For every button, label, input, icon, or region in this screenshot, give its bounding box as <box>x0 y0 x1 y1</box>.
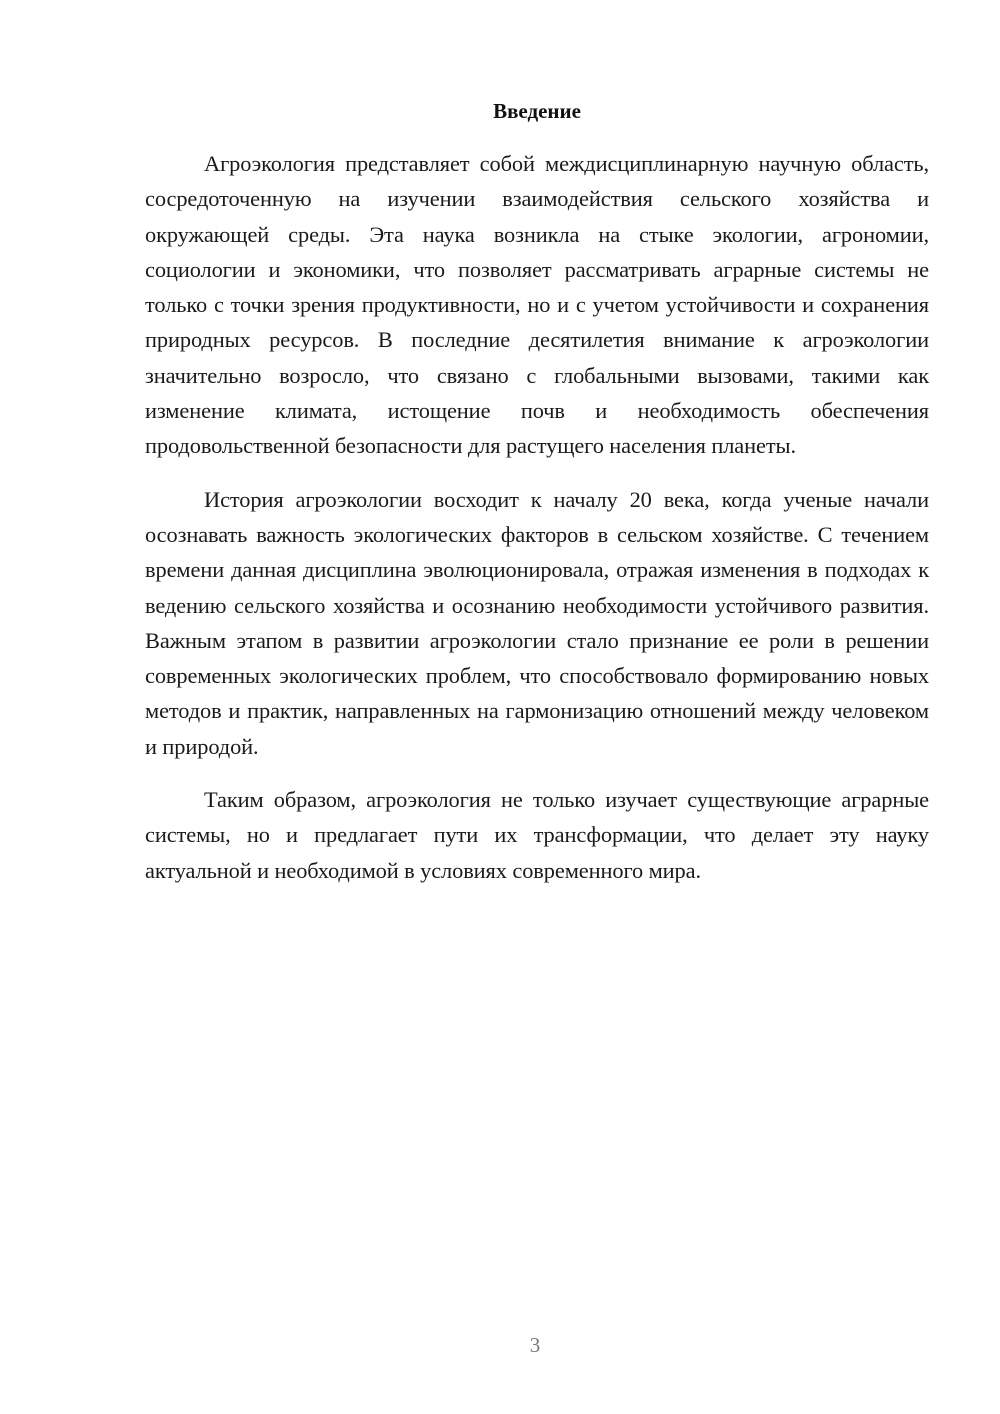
paragraph-history: История агроэкологии восходит к началу 20 века, когда ученые начали осознавать важность экологических факторов в сельском хозяйстве. С течением времени данная дисциплина эволюционировала, отражая изменения в подходах к ведению сельского хозяйства и осознанию необходимости устойчивого развития. Важным этапом в развитии агроэкологии стало признание ее роли в решении современных экологических проблем, что способствовало формированию новых методов и практик, направленных на гармонизацию отношений между человеком и природой. <box>145 486 929 759</box>
page-number: 3 <box>529 1333 541 1357</box>
paragraph-conclusion: Таким образом, агроэкология не только изучает существующие аграрные системы, но и предлагает пути их трансформации, что делает эту науку актуальной и необходимой в условиях современного мира. <box>145 787 929 883</box>
section-title: Введение <box>493 99 581 123</box>
page-content <box>145 96 929 906</box>
paragraph-intro: Агроэкология представляет собой междисциплинарную научную область, сосредоточенную на изучении взаимодействия сельского хозяйства и окружающей среды. Эта наука возникла на стыке экологии, агрономии, социологии и экономики, что позволяет рассматривать аграрные системы не только с точки зрения продуктивности, но и с учетом устойчивости и сохранения природных ресурсов. В последние десятилетия внимание к агроэкологии значительно возросло, что связано с глобальными вызовами, такими как изменение климата, истощение почв и необходимость обеспечения продовольственной безопасности для растущего населения планеты. <box>145 151 929 459</box>
